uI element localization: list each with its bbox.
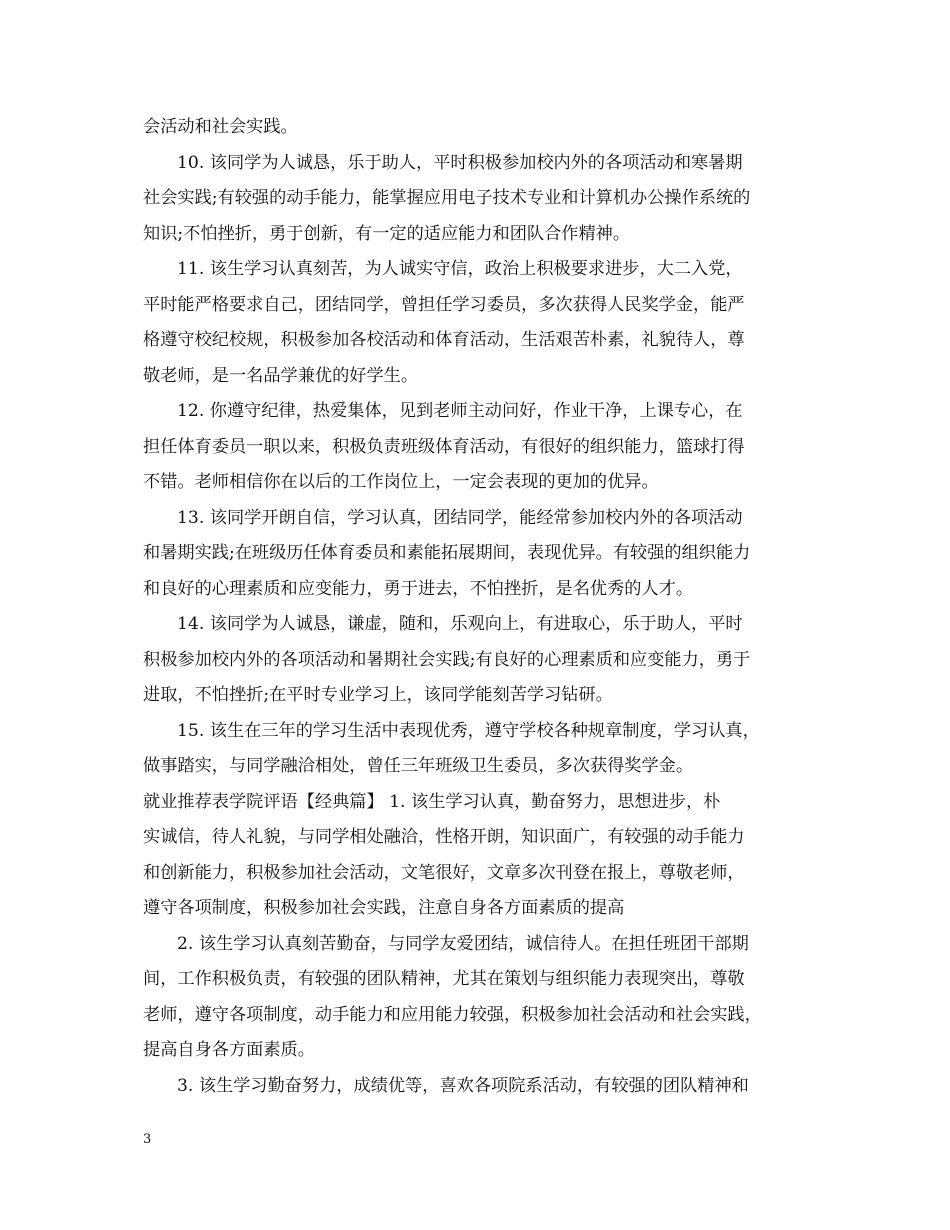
text-line: 间，工作积极负责，有较强的团队精神，尤其在策划与组织能力表现突出，尊敬 bbox=[143, 969, 745, 989]
text-line: 11. 该生学习认真刻苦，为人诚实守信，政治上积极要求进步，大二入党， bbox=[177, 259, 743, 279]
text-line: 3. 该生学习勤奋努力，成绩优等，喜欢各项院系活动，有较强的团队精神和 bbox=[177, 1075, 749, 1096]
text-line: 2. 该生学习认真刻苦勤奋，与同学友爱团结，诚信待人。在担任班团干部期 bbox=[177, 933, 749, 954]
text-line: 平时能严格要求自己，团结同学，曾担任学习委员，多次获得人民奖学金，能严 bbox=[143, 294, 745, 315]
text-line: 12. 你遵守纪律，热爱集体，见到老师主动问好，作业干净，上课专心，在 bbox=[177, 401, 743, 421]
text-line: 和暑期实践;在班级历任体育委员和素能拓展期间，表现优异。有较强的组织能力 bbox=[143, 543, 751, 563]
text-line: 社会实践;有较强的动手能力，能掌握应用电子技术专业和计算机办公操作系统的 bbox=[143, 188, 751, 208]
text-line: 格遵守校纪校规，积极参加各校活动和体育活动，生活艰苦朴素，礼貌待人，尊 bbox=[143, 330, 745, 350]
text-line: 积极参加校内外的各项活动和暑期社会实践;有良好的心理素质和应变能力，勇于 bbox=[143, 649, 751, 670]
text-line: 和创新能力，积极参加社会活动，文笔很好，文章多次刊登在报上，尊敬老师， bbox=[143, 862, 745, 883]
section-heading-line: 就业推荐表学院评语【经典篇】 1. 该生学习认真，勤奋努力，思想进步，朴 bbox=[143, 791, 721, 812]
text-line: 遵守各项制度，积极参加社会实践，注意自身各方面素质的提高 bbox=[143, 898, 625, 918]
document-body bbox=[143, 110, 823, 1104]
text-line: 老师，遵守各项制度，动手能力和应用能力较强，积极参加社会活动和社会实践， bbox=[143, 1004, 762, 1025]
text-line: 和良好的心理素质和应变能力，勇于进去，不怕挫折，是名优秀的人才。 bbox=[143, 578, 694, 599]
text-line: 知识;不怕挫折，勇于创新，有一定的适应能力和团队合作精神。 bbox=[143, 223, 631, 244]
text-line: 会活动和社会实践。 bbox=[143, 117, 298, 137]
text-line: 担任体育委员一职以来，积极负责班级体育活动，有很好的组织能力，篮球打得 bbox=[143, 436, 745, 457]
text-line: 实诚信，待人礼貌，与同学相处融洽，性格开朗，知识面广，有较强的动手能力 bbox=[143, 827, 745, 847]
text-line: 10. 该同学为人诚恳，乐于助人，平时积极参加校内外的各项活动和寒暑期 bbox=[177, 152, 743, 173]
page-number: 3 bbox=[143, 1132, 152, 1147]
text-line: 进取，不怕挫折;在平时专业学习上，该同学能刻苦学习钻研。 bbox=[143, 685, 613, 705]
text-line: 提高自身各方面素质。 bbox=[143, 1040, 315, 1060]
text-line: 13. 该同学开朗自信，学习认真，团结同学，能经常参加校内外的各项活动 bbox=[177, 507, 743, 528]
text-line: 敬老师，是一名品学兼优的好学生。 bbox=[143, 365, 419, 386]
text-line: 做事踏实，与同学融洽相处，曾任三年班级卫生委员，多次获得奖学金。 bbox=[143, 756, 694, 776]
text-line: 不错。老师相信你在以后的工作岗位上，一定会表现的更加的优异。 bbox=[143, 472, 659, 492]
text-line: 15. 该生在三年的学习生活中表现优秀，遵守学校各种规章制度，学习认真， bbox=[177, 720, 760, 741]
text-line: 14. 该同学为人诚恳，谦虚，随和，乐观向上，有进取心，乐于助人，平时 bbox=[177, 614, 743, 634]
